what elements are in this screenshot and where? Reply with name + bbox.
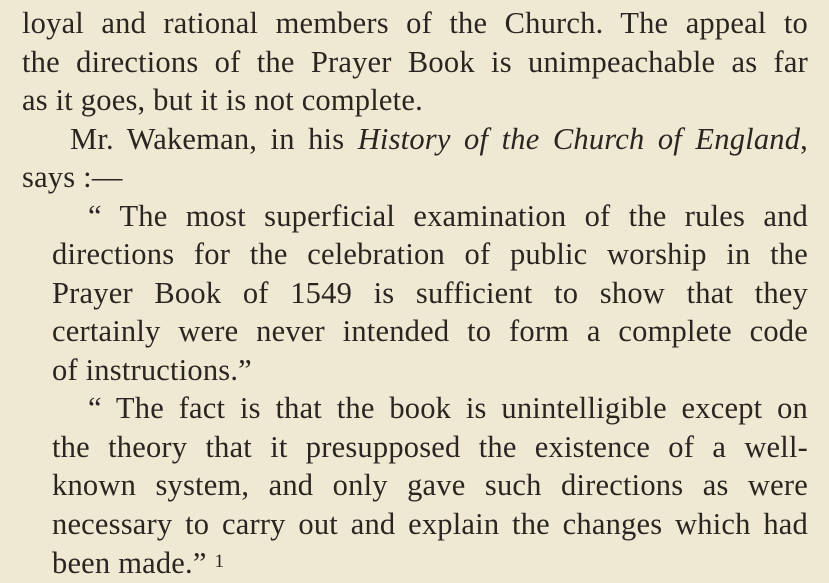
paragraph-1 (22, 4, 829, 120)
quote-1-line-5: of instructions.” (52, 352, 252, 387)
paragraph-2-line-2: says :— (22, 160, 123, 194)
footnote-marker: 1 (214, 551, 225, 572)
block-quote-2 (22, 389, 829, 582)
quote-2-line-5-text: been made.” (52, 546, 207, 580)
quote-2-line-1: “ The fact is that the book is unintelligible except on (88, 391, 808, 425)
quote-1-line-3: Prayer Book of 1549 is sufficient to show that they (52, 275, 808, 310)
quote-1-line-1: “ The most superficial examination of the rules and (88, 198, 808, 233)
book-title: History of the Church of England (357, 121, 801, 156)
paragraph-1-line-1: loyal and rational members of the Church. The appeal to (22, 6, 808, 40)
paragraph-2 (22, 120, 829, 197)
paragraph-2-comma: , (800, 121, 808, 156)
quote-2-line-4: necessary to carry out and explain the changes which had (52, 506, 808, 541)
paragraph-1-line-2: the directions of the Prayer Book is unimpeachable as far (22, 44, 808, 79)
quote-2-line-5 (52, 543, 808, 582)
quote-1-line-2: directions for the celebration of public worship in the (52, 237, 808, 271)
quote-2-line-3: known system, and only gave such directions as were (52, 468, 808, 502)
quote-2-line-2: the theory that it presupposed the existence of a well- (52, 429, 808, 464)
block-quote-1 (22, 197, 829, 390)
paragraph-2-line-1 (22, 120, 808, 159)
paragraph-1-line-3: as it goes, but it is not complete. (22, 83, 423, 117)
quote-1-line-4: certainly were never intended to form a complete code (52, 314, 808, 348)
paragraph-2-intro: Mr. Wakeman, in his (70, 121, 358, 156)
